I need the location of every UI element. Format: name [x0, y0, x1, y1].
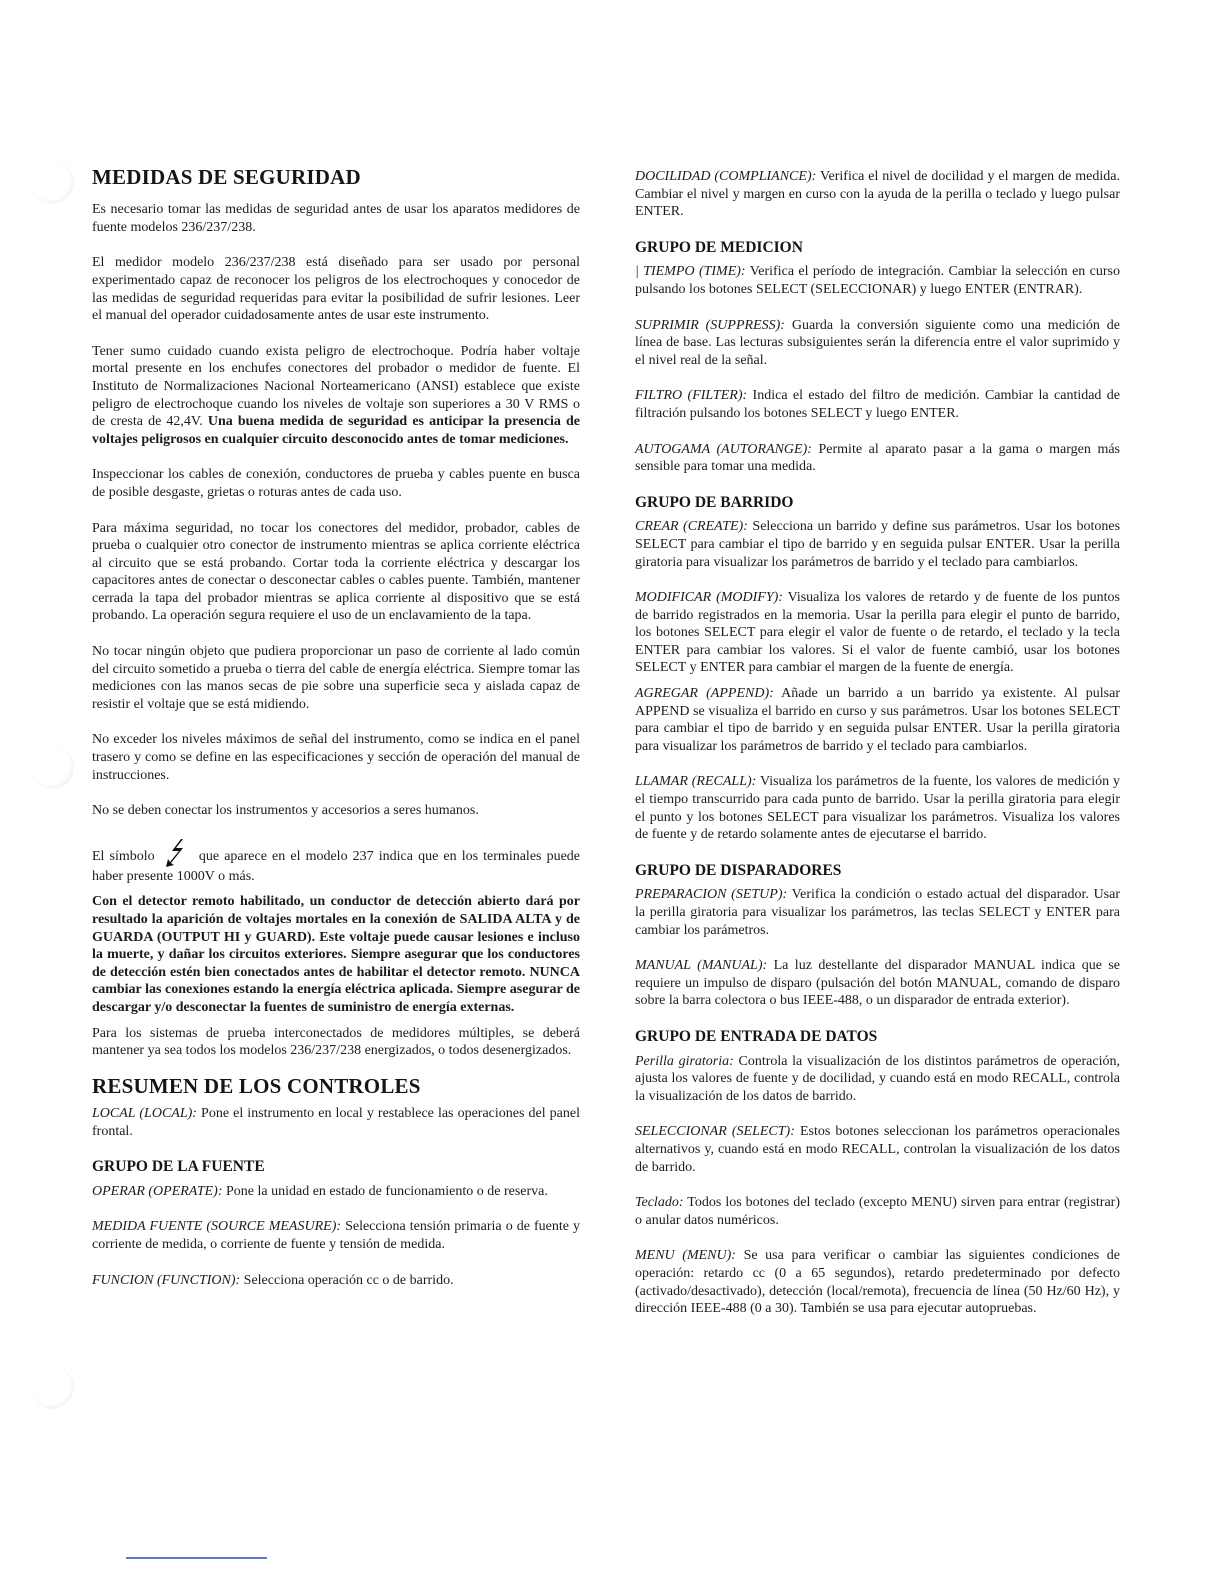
- control-time: [635, 263, 1120, 298]
- control-filter: [635, 387, 1120, 422]
- safety-paragraph-5: Para máxima seguridad, no tocar los conectores del medidor, probador, cables de prueba o cualquier otro conector de instrumento mientras se aplica corriente eléctrica al circuito que se está probando. Cortar toda la corriente eléctrica y descargar los capacitores antes de conectar o desconectar cables o cables puente. También, mantener cerrada la tapa del probador mientras se aplica corriente al dispositivo que se está probando. La operación segura requiere el uso de un enclavamiento de la tapa.: [92, 520, 580, 624]
- safety-paragraph-3-warning: Una buena medida de seguridad es anticipar la presencia de voltajes peligrosos en cualquier circuito desconocido antes de tomar mediciones.: [92, 414, 581, 447]
- control-autorange-desc: Permite al aparato pasar a la gama o margen más sensible para tomar una medida.: [635, 441, 1121, 475]
- control-select-desc: Estos botones seleccionan los parámetros operacionales alternativos y, cuando está en modo RECALL, controlan la visualización de los datos de barrido.: [635, 1124, 1120, 1175]
- control-append-label: AGREGAR (APPEND):: [635, 686, 774, 702]
- symbol-sentence-end: que aparece en el modelo 237 indica que en los terminales puede haber presente 1000V o más.: [92, 848, 581, 884]
- section-title-safety: MEDIDAS DE SEGURIDAD: [92, 165, 361, 189]
- safety-paragraph-8: No se deben conectar los instrumentos y accesorios a seres humanos.: [92, 803, 479, 819]
- safety-paragraph-3: [92, 343, 580, 449]
- control-compliance-label: DOCILIDAD (COMPLIANCE):: [635, 169, 817, 184]
- control-setup-label: PREPARACION (SETUP):: [635, 887, 788, 903]
- control-modify-desc: Visualiza los valores de retardo y de fuente de los puntos de barrido registrados en la memoria. Usar la perilla para elegir el punto de barrido, los botones SELECT para elegir el valor de fuente o de retardo, el teclado y la tecla ENTER para cambiar los valores. Si el valor de fuente cambió, usar los botones SELECT y ENTER para cambiar el margen de la fuente de energía.: [635, 590, 1121, 676]
- safety-paragraph-4: Inspeccionar los cables de conexión, conductores de prueba y cables puente en busca de posible desgaste, grietas o roturas antes de cada uso.: [92, 467, 580, 500]
- control-recall-label: LLAMAR (RECALL):: [635, 774, 757, 790]
- safety-paragraph-6: No tocar ningún objeto que pudiera proporcionar un paso de corriente al lado común del circuito sometido a prueba o tierra del cable de energía eléctrica. Siempre tomar las mediciones con las manos secas de pie sobre una superficie seca y aislada capaz de resistir el voltaje que se está midiendo.: [92, 644, 580, 712]
- control-select: [635, 1123, 1120, 1176]
- control-menu: [635, 1247, 1120, 1317]
- control-suppress: [635, 317, 1120, 370]
- control-function: [92, 1272, 580, 1290]
- control-create-desc: Selecciona un barrido y define sus parámetros. Usar los botones SELECT para cambiar el tipo de barrido y en seguida pulsar ENTER. Usar la perilla giratoria para visualizar los parámetros de barrido y el teclado para cambiarlos.: [635, 519, 1121, 570]
- control-recall-desc: Visualiza los parámetros de la fuente, los valores de medición y el tiempo transcurrido para cada punto de barrido. Usar la perilla giratoria para elegir el punto y los botones SELECT para visualizar los parámetros. Visualiza los valores de fuente y de retardo solamente antes de ejecutarse el barrido.: [635, 774, 1121, 843]
- safety-paragraph-symbol: [92, 838, 580, 886]
- control-operate: [92, 1183, 580, 1201]
- control-time-label: | TIEMPO (TIME):: [635, 264, 746, 280]
- group-title-source: GRUPO DE LA FUENTE: [92, 1158, 265, 1176]
- control-append: [635, 685, 1120, 755]
- control-compliance-desc: Verifica el nivel de docilidad y el margen de medida. Cambiar el nivel y margen en curso con la ayuda de la perilla o teclado y luego pulsar ENTER.: [635, 169, 1120, 220]
- control-menu-desc: Se usa para verificar o cambiar las siguientes condiciones de operación: retardo cc (0 a 65 segundos), retardo predeterminado por defecto (activado/desactivado), detección (local/remota), frecuencia de línea (50 Hz/60 Hz), y dirección IEEE-488 (0 a 30). También se usa para ejecutar autopruebas.: [635, 1248, 1121, 1317]
- control-filter-desc: Indica el estado del filtro de medición. Cambiar la cantidad de filtración pulsando los botones SELECT y luego ENTER.: [635, 388, 1121, 421]
- control-setup: [635, 886, 1120, 939]
- control-source-measure-desc: Selecciona tensión primaria o de fuente y corriente de medida, o corriente de fuente y tensión de medida.: [92, 1219, 580, 1252]
- control-knob-desc: Controla la visualización de los distintos parámetros de operación, ajusta los valores de fuente y de docilidad, y cuando está en modo RECALL, controla la visualización de los datos de barrido.: [635, 1053, 1120, 1104]
- safety-paragraph-7: No exceder los niveles máximos de señal del instrumento, como se indica en el panel trasero y como se define en las especificaciones y sección de operación del manual de instrucciones.: [92, 732, 580, 783]
- binder-hole-middle: [30, 745, 74, 789]
- group-title-data-entry: GRUPO DE ENTRADA DE DATOS: [635, 1027, 878, 1045]
- control-recall: [635, 773, 1120, 843]
- control-time-desc: Verifica el período de integración. Cambiar la selección en curso pulsando los botones SELECT (SELECCIONAR) y luego ENTER (ENTRAR).: [635, 264, 1120, 297]
- control-function-label: FUNCION (FUNCTION):: [92, 1272, 241, 1288]
- control-menu-label: MENU (MENU):: [635, 1248, 736, 1264]
- safety-paragraph-3-text: Tener sumo cuidado cuando exista peligro de electrochoque. Podría haber voltaje mortal presente en los enchufes conectores del probador o medidor de fuente. El Instituto de Normalizaciones Nacional Norteamericano (ANSI) establece que existe peligro de electrochoque cuando los niveles de voltaje son superiores a 30 V RMS o de cresta de 42,4V.: [92, 343, 580, 430]
- control-suppress-label: SUPRIMIR (SUPPRESS):: [635, 317, 785, 333]
- control-source-measure-label: MEDIDA FUENTE (SOURCE MEASURE):: [92, 1219, 342, 1235]
- control-modify: [635, 589, 1120, 677]
- safety-warning-remote-sense: Con el detector remoto habilitado, un conductor de detección abierto dará por resultado la aparición de voltajes mortales en la conexión de SALIDA ALTA y de GUARDA (OUTPUT HI y GUARD). Este voltaje puede causar lesiones e incluso la muerte, y dañar los circuitos exteriores. Siempre asegurar que los conductores de detección estén bien conectados antes de habilitar el detector remoto. NUNCA cambiar las conexiones estando la energía eléctrica aplicada. Siempre asegurar de descargar y/o desconectar la fuentes de suministro de energía externas.: [92, 894, 580, 1015]
- control-local-desc: Pone el instrumento en local y restablece las operaciones del panel frontal.: [92, 1105, 580, 1139]
- symbol-sentence-start: El símbolo: [92, 848, 155, 864]
- control-autorange-label: AUTOGAMA (AUTORANGE):: [635, 441, 812, 457]
- control-manual: [635, 957, 1120, 1010]
- control-keypad: [635, 1194, 1120, 1229]
- control-source-measure: [92, 1218, 580, 1253]
- binder-hole-top: [30, 160, 74, 204]
- safety-paragraph-2: El medidor modelo 236/237/238 está diseñado para ser usado por personal experimentado capaz de reconocer los peligros de los electrochoques y conocedor de las medidas de seguridad requeridas para evitar la posibilidad de sufrir lesiones. Leer el manual del operador cuidadosamente antes de usar este instrumento.: [92, 255, 580, 324]
- group-title-triggers: GRUPO DE DISPARADORES: [635, 861, 842, 879]
- control-keypad-label: Teclado:: [635, 1195, 684, 1211]
- control-keypad-desc: Todos los botones del teclado (excepto MENU) sirven para entrar (registrar) o anular datos numéricos.: [635, 1195, 1120, 1228]
- control-operate-desc: Pone la unidad en estado de funcionamiento o de reserva.: [226, 1183, 548, 1199]
- group-title-sweep: GRUPO DE BARRIDO: [635, 493, 794, 511]
- safety-paragraph-11: Para los sistemas de prueba interconectados de medidores múltiples, se deberá mantener ya sea todos los modelos 236/237/238 energizados, o todos desenergizados.: [92, 1025, 580, 1059]
- control-select-label: SELECCIONAR (SELECT):: [635, 1124, 795, 1140]
- control-create-label: CREAR (CREATE):: [635, 519, 748, 535]
- high-voltage-lightning-icon: [164, 838, 190, 868]
- control-compliance: [635, 168, 1120, 221]
- control-suppress-desc: Guarda la conversión siguiente como una medición de línea de base. Las lecturas subsiguientes serán la diferencia entre el valor suprimido y el nivel real de la señal.: [635, 317, 1121, 368]
- binder-hole-bottom: [30, 1365, 74, 1409]
- control-append-desc: Añade un barrido a un barrido ya existente. Al pulsar APPEND se visualiza el barrido en curso y sus parámetros. Usar los botones SELECT para cambiar el tipo de barrido y en seguida pulsar ENTER. Usar la perilla giratoria para visualizar los parámetros de barrido y el teclado para cambiarlos.: [635, 686, 1120, 754]
- control-autorange: [635, 441, 1120, 476]
- control-knob: [635, 1053, 1120, 1106]
- control-create: [635, 518, 1120, 571]
- control-local: [92, 1105, 580, 1140]
- section-title-controls: RESUMEN DE LOS CONTROLES: [92, 1073, 421, 1098]
- control-local-label: LOCAL (LOCAL):: [92, 1105, 197, 1121]
- left-column: [92, 165, 580, 1307]
- control-operate-label: OPERAR (OPERATE):: [92, 1183, 223, 1199]
- control-setup-desc: Verifica la condición o estado actual del disparador. Usar la perilla giratoria para visualizar los parámetros, las teclas SELECT y ENTER para cambiar los parámetros.: [635, 887, 1121, 938]
- control-knob-label: Perilla giratoria:: [635, 1053, 734, 1069]
- right-column: [635, 168, 1120, 1336]
- control-manual-label: MANUAL (MANUAL):: [635, 958, 768, 974]
- safety-paragraph-1: Es necesario tomar las medidas de seguridad antes de usar los aparatos medidores de fuente modelos 236/237/238.: [92, 202, 580, 235]
- control-filter-label: FILTRO (FILTER):: [635, 388, 748, 404]
- control-manual-desc: La luz destellante del disparador MANUAL indica que se requiere un impulso de disparo (pulsación del botón MANUAL, comando de disparo sobre la barra colectora o bus IEEE-488, o un disparador de entrada exterior).: [635, 958, 1121, 1009]
- control-modify-label: MODIFICAR (MODIFY):: [635, 590, 783, 606]
- control-function-desc: Selecciona operación cc o de barrido.: [243, 1272, 454, 1288]
- footer-rule: [126, 1557, 267, 1559]
- group-title-measure: GRUPO DE MEDICION: [635, 238, 803, 256]
